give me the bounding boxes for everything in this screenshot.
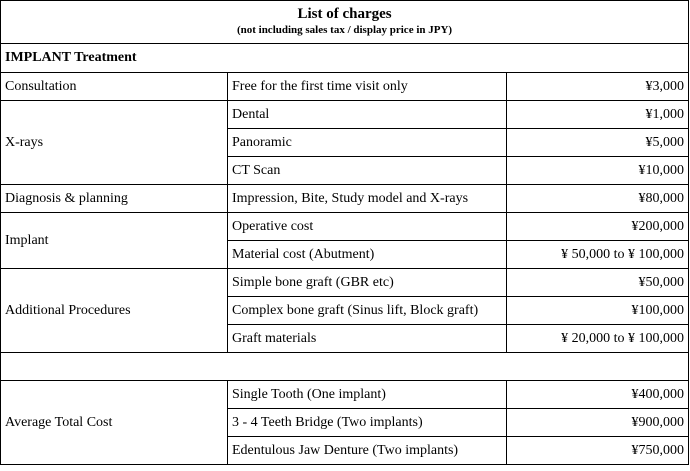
table-row [1,73,689,101]
table-row [1,185,689,213]
category-consultation: Consultation [1,73,228,101]
item-cell: Free for the first time visit only [228,73,507,101]
price-cell: ¥400,000 [507,381,689,409]
title-cell [1,1,689,44]
price-cell: ¥5,000 [507,129,689,157]
category-implant: Implant [1,213,228,269]
item-cell: Material cost (Abutment) [228,241,507,269]
item-cell: 3 - 4 Teeth Bridge (Two implants) [228,409,507,437]
item-cell: Simple bone graft (GBR etc) [228,269,507,297]
price-cell: ¥50,000 [507,269,689,297]
section-heading: IMPLANT Treatment [1,44,689,73]
item-cell: Single Tooth (One implant) [228,381,507,409]
item-cell: Impression, Bite, Study model and X-rays [228,185,507,213]
item-cell: Edentulous Jaw Denture (Two implants) [228,437,507,465]
spacer-row [1,353,689,381]
price-cell: ¥900,000 [507,409,689,437]
page-subtitle: (not including sales tax / display price in JPY) [236,24,453,36]
category-xrays: X-rays [1,101,228,185]
price-cell: ¥80,000 [507,185,689,213]
item-cell: Graft materials [228,325,507,353]
table-row [1,381,689,409]
price-cell: ¥1,000 [507,101,689,129]
item-cell: Dental [228,101,507,129]
table-row [1,101,689,129]
price-cell: ¥10,000 [507,157,689,185]
page-title: List of charges [297,6,392,22]
price-cell: ¥100,000 [507,297,689,325]
price-cell: ¥200,000 [507,213,689,241]
section-row [1,44,689,73]
price-cell: ¥ 20,000 to ¥ 100,000 [507,325,689,353]
title-row [1,1,689,44]
price-cell: ¥ 50,000 to ¥ 100,000 [507,241,689,269]
category-diagnosis: Diagnosis & planning [1,185,228,213]
table-row [1,269,689,297]
category-additional: Additional Procedures [1,269,228,353]
category-average: Average Total Cost [1,381,228,465]
item-cell: Operative cost [228,213,507,241]
item-cell: CT Scan [228,157,507,185]
table-row [1,213,689,241]
item-cell: Complex bone graft (Sinus lift, Block graft) [228,297,507,325]
price-cell: ¥750,000 [507,437,689,465]
spacer-cell [1,353,689,381]
price-cell: ¥3,000 [507,73,689,101]
item-cell: Panoramic [228,129,507,157]
